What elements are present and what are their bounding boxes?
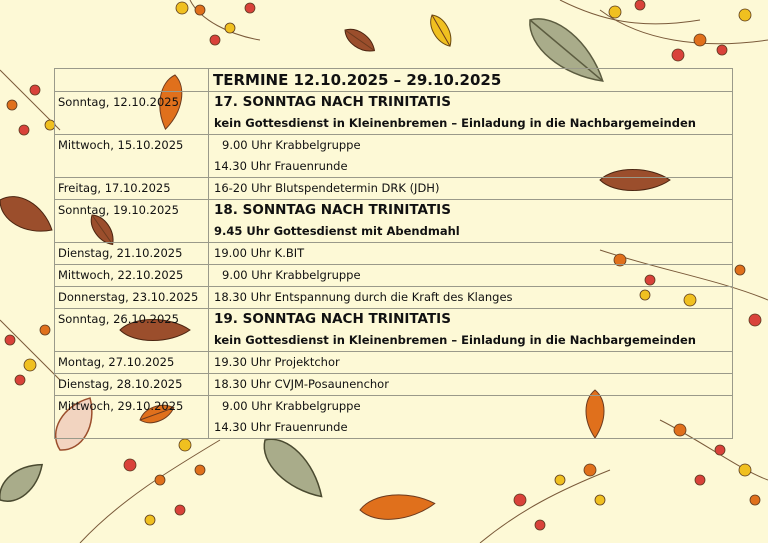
event-cell [209, 135, 733, 178]
event-date: Dienstag, 21.10.2025 [55, 243, 209, 265]
event-date: Mittwoch, 22.10.2025 [55, 265, 209, 287]
event-line: 19.00 Uhr K.BIT [214, 246, 305, 260]
event-cell [209, 287, 733, 309]
event-date: Sonntag, 19.10.2025 [55, 200, 209, 243]
table-row [55, 92, 733, 135]
table-row [55, 374, 733, 396]
schedule-table [54, 68, 733, 439]
event-line: 17. SONNTAG NACH TRINITATIS [214, 94, 451, 110]
event-cell [209, 309, 733, 352]
title-row-empty-cell [55, 69, 209, 92]
event-date: Sonntag, 26.10.2025 [55, 309, 209, 352]
event-cell [209, 243, 733, 265]
table-row [55, 243, 733, 265]
event-line: 9.00 Uhr Krabbelgruppe [222, 138, 361, 152]
event-line: 14.30 Uhr Frauenrunde [214, 420, 348, 434]
event-cell [209, 178, 733, 200]
event-date: Mittwoch, 15.10.2025 [55, 135, 209, 178]
event-date: Dienstag, 28.10.2025 [55, 374, 209, 396]
table-row [55, 178, 733, 200]
event-line: kein Gottesdienst in Kleinenbremen – Einladung in die Nachbargemeinden [214, 333, 696, 347]
event-date: Montag, 27.10.2025 [55, 352, 209, 374]
schedule-title: TERMINE 12.10.2025 – 29.10.2025 [209, 69, 733, 92]
event-date: Donnerstag, 23.10.2025 [55, 287, 209, 309]
event-line: kein Gottesdienst in Kleinenbremen – Einladung in die Nachbargemeinden [214, 116, 696, 130]
event-cell [209, 396, 733, 439]
table-row [55, 396, 733, 439]
event-cell [209, 374, 733, 396]
event-line: 9.45 Uhr Gottesdienst mit Abendmahl [214, 224, 460, 238]
table-row [55, 200, 733, 243]
table-row [55, 265, 733, 287]
event-date: Mittwoch, 29.10.2025 [55, 396, 209, 439]
table-row [55, 309, 733, 352]
event-line: 16-20 Uhr Blutspendetermin DRK (JDH) [214, 181, 440, 195]
event-date: Sonntag, 12.10.2025 [55, 92, 209, 135]
event-cell [209, 200, 733, 243]
event-line: 9.00 Uhr Krabbelgruppe [222, 399, 361, 413]
title-row [55, 69, 733, 92]
event-cell [209, 92, 733, 135]
event-line: 19.30 Uhr Projektchor [214, 355, 340, 369]
table-row [55, 135, 733, 178]
event-line: 14.30 Uhr Frauenrunde [214, 159, 348, 173]
event-line: 18.30 Uhr CVJM-Posaunenchor [214, 377, 389, 391]
schedule-body [55, 69, 733, 439]
table-row [55, 287, 733, 309]
event-line: 9.00 Uhr Krabbelgruppe [222, 268, 361, 282]
event-line: 18. SONNTAG NACH TRINITATIS [214, 202, 451, 218]
event-cell [209, 352, 733, 374]
event-line: 18.30 Uhr Entspannung durch die Kraft des Klanges [214, 290, 513, 304]
event-cell [209, 265, 733, 287]
table-row [55, 352, 733, 374]
event-date: Freitag, 17.10.2025 [55, 178, 209, 200]
event-line: 19. SONNTAG NACH TRINITATIS [214, 311, 451, 327]
